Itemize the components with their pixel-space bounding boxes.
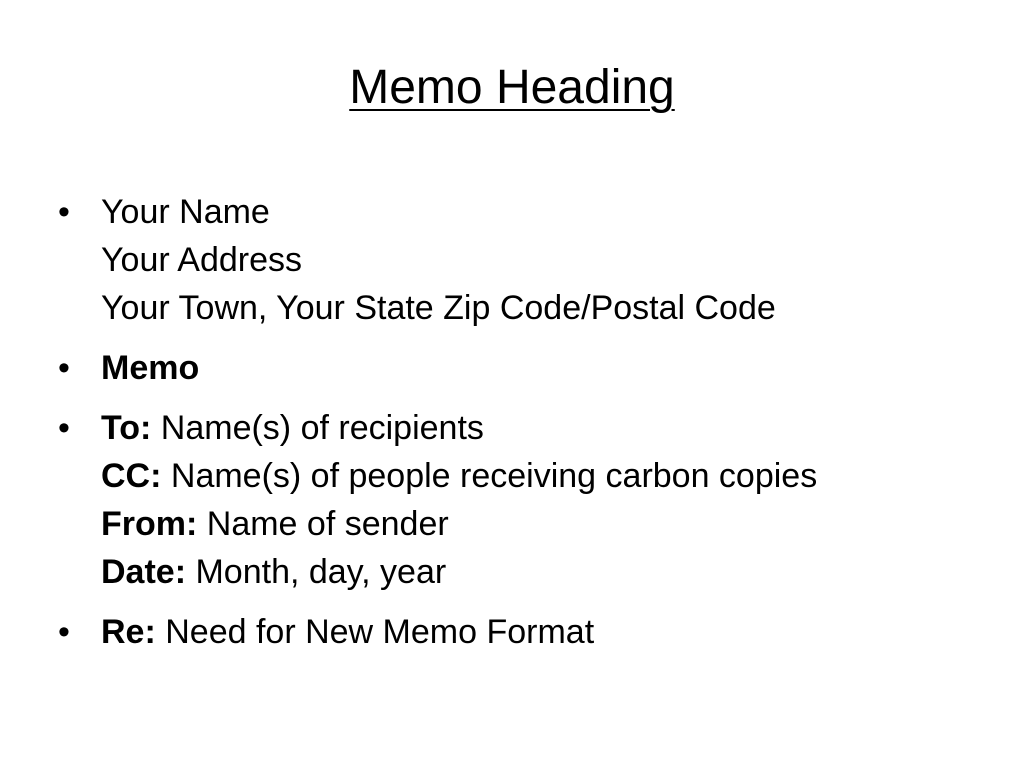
memo-label: Memo <box>101 349 200 387</box>
from-line <box>101 500 988 548</box>
to-label: To: <box>101 409 152 447</box>
slide-title: Memo Heading <box>349 61 675 114</box>
re-label: Re: <box>101 613 156 651</box>
from-value: Name of sender <box>197 505 449 543</box>
date-line <box>101 548 988 596</box>
cc-line <box>101 452 988 500</box>
bullet-dot-icon: • <box>58 349 70 387</box>
bullet-sender-address <box>58 188 988 332</box>
sender-town-line: Your Town, Your State Zip Code/Postal Code <box>101 289 776 327</box>
re-value: Need for New Memo Format <box>155 613 595 651</box>
bullet-memo <box>58 344 988 392</box>
to-value: Name(s) of recipients <box>151 409 484 447</box>
bullet-re <box>58 608 988 656</box>
bullet-dot-icon: • <box>58 409 70 447</box>
sender-address-line: Your Address <box>101 241 302 279</box>
cc-value: Name(s) of people receiving carbon copies <box>161 457 818 495</box>
date-label: Date: <box>101 553 187 591</box>
bullet-list <box>58 188 988 668</box>
cc-label: CC: <box>101 457 162 495</box>
bullet-dot-icon: • <box>58 613 70 651</box>
to-line <box>101 404 988 452</box>
from-label: From: <box>101 505 198 543</box>
bullet-dot-icon: • <box>58 193 70 231</box>
bullet-routing <box>58 404 988 596</box>
date-value: Month, day, year <box>186 553 447 591</box>
re-line <box>101 608 988 656</box>
sender-name-line: Your Name <box>101 193 270 231</box>
